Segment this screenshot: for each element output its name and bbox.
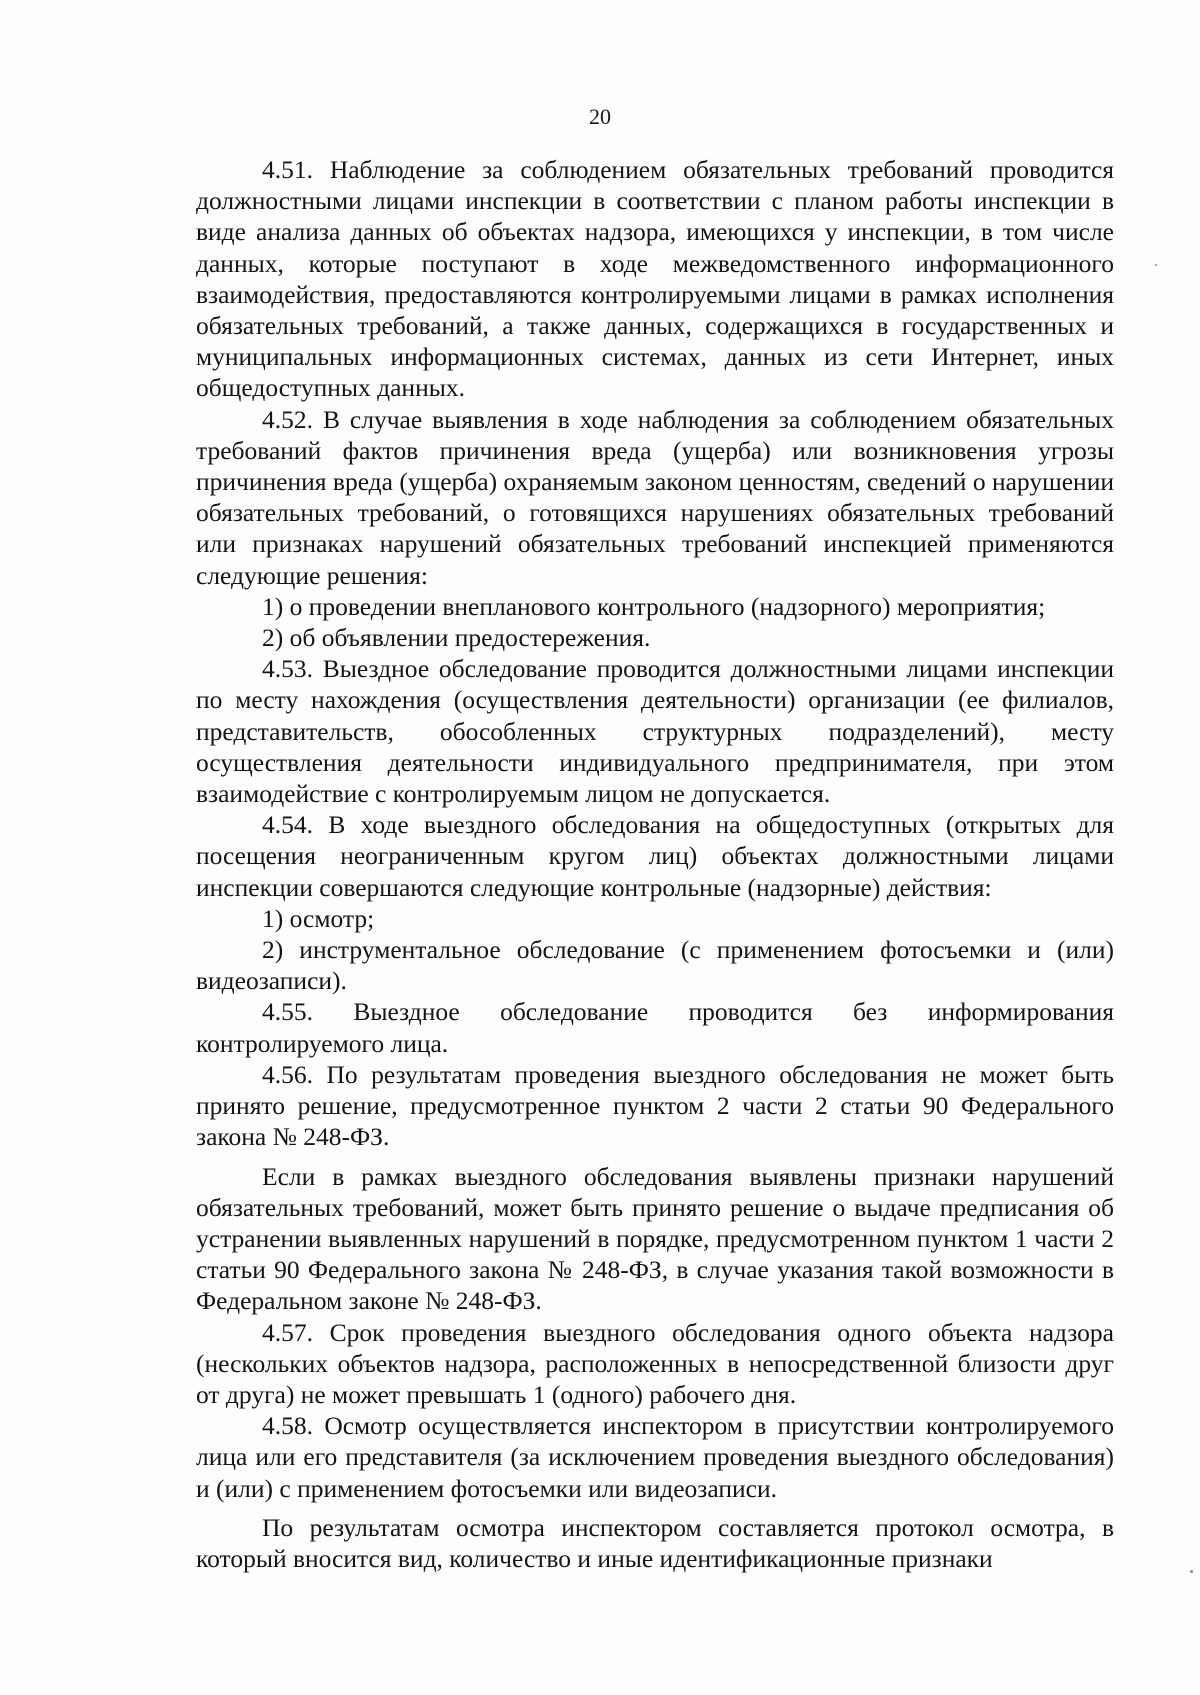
paragraph-4-54: 4.54. В ходе выездного обследования на общедоступных (открытых для посещения неограниченным кругом лиц) объектах должностными лицами инспекции совершаются следующие контрольные (надзорные) действия: xyxy=(196,810,1114,902)
document-body xyxy=(196,154,1114,1574)
scan-speck xyxy=(1190,1570,1193,1573)
list-item-1: 1) осмотр; xyxy=(262,903,375,933)
paragraph-4-57: 4.57. Срок проведения выездного обследования одного объекта надзора (нескольких объектов надзора, расположенных в непосредственной близости друг от друга) не может превышать 1 (одного) рабочего дня. xyxy=(196,1317,1114,1409)
paragraph-4-53: 4.53. Выездное обследование проводится должностными лицами инспекции по месту нахождения (осуществления деятельности) организации (ее филиалов, представительств, обособленных структурных подразделений), месту осуществления деятельности индивидуального предпринимателя, при этом взаимодействие с контролируемым лицом не допускается. xyxy=(196,654,1114,809)
paragraph-4-56: 4.56. По результатам проведения выездного обследования не может быть принято решение, предусмотренное пунктом 2 части 2 статьи 90 Федерального закона № 248-ФЗ. xyxy=(196,1059,1114,1152)
paragraph-4-52: 4.52. В случае выявления в ходе наблюдения за соблюдением обязательных требований фактов причинения вреда (ущерба) или возникновения угрозы причинения вреда (ущерба) охраняемым законом ценностям, сведений о нарушении обязательных требований, о готовящихся нарушениях обязательных требований или признаках нарушений обязательных требований инспекцией применяются следующие решения: xyxy=(196,404,1114,590)
list-item-1: 1) о проведении внепланового контрольного (надзорного) мероприятия; xyxy=(262,591,1046,621)
paragraph-4-55: 4.55. Выездное обследование проводится без информирования контролируемого лица. xyxy=(196,997,1114,1058)
scan-speck xyxy=(1155,264,1157,266)
list-item-2: 2) инструментальное обследование (с применением фотосъемки и (или) видеозаписи). xyxy=(196,935,1114,996)
list-item-2: 2) об объявлении предостережения. xyxy=(262,623,651,653)
paragraph-4-58-continued: По результатам осмотра инспектором составляется протокол осмотра, в который вносится вид, количество и иные идентификационные признаки xyxy=(196,1512,1114,1573)
paragraph-4-51: 4.51. Наблюдение за соблюдением обязательных требований проводится должностными лицами инспекции в соответствии с планом работы инспекции в виде анализа данных об объектах надзора, имеющихся у инспекции, в том числе данных, которые поступают в ходе межведомственного информационного взаимодействия, предоставляются контролируемыми лицами в рамках исполнения обязательных требований, а также данных, содержащихся в государственных и муниципальных информационных системах, данных из сети Интернет, иных общедоступных данных. xyxy=(196,155,1114,403)
paragraph-4-58: 4.58. Осмотр осуществляется инспектором в присутствии контролируемого лица или его представителя (за исключением проведения выездного обследования) и (или) с применением фотосъемки или видеозаписи. xyxy=(196,1411,1114,1503)
paragraph-4-56-continued: Если в рамках выездного обследования выявлены признаки нарушений обязательных требований, может быть принято решение о выдаче предписания об устранении выявленных нарушений в порядке, предусмотренном пунктом 1 части 2 статьи 90 Федерального закона № 248-ФЗ, в случае указания такой возможности в Федеральном законе № 248-ФЗ. xyxy=(196,1161,1114,1316)
page-number: 20 xyxy=(589,104,611,129)
